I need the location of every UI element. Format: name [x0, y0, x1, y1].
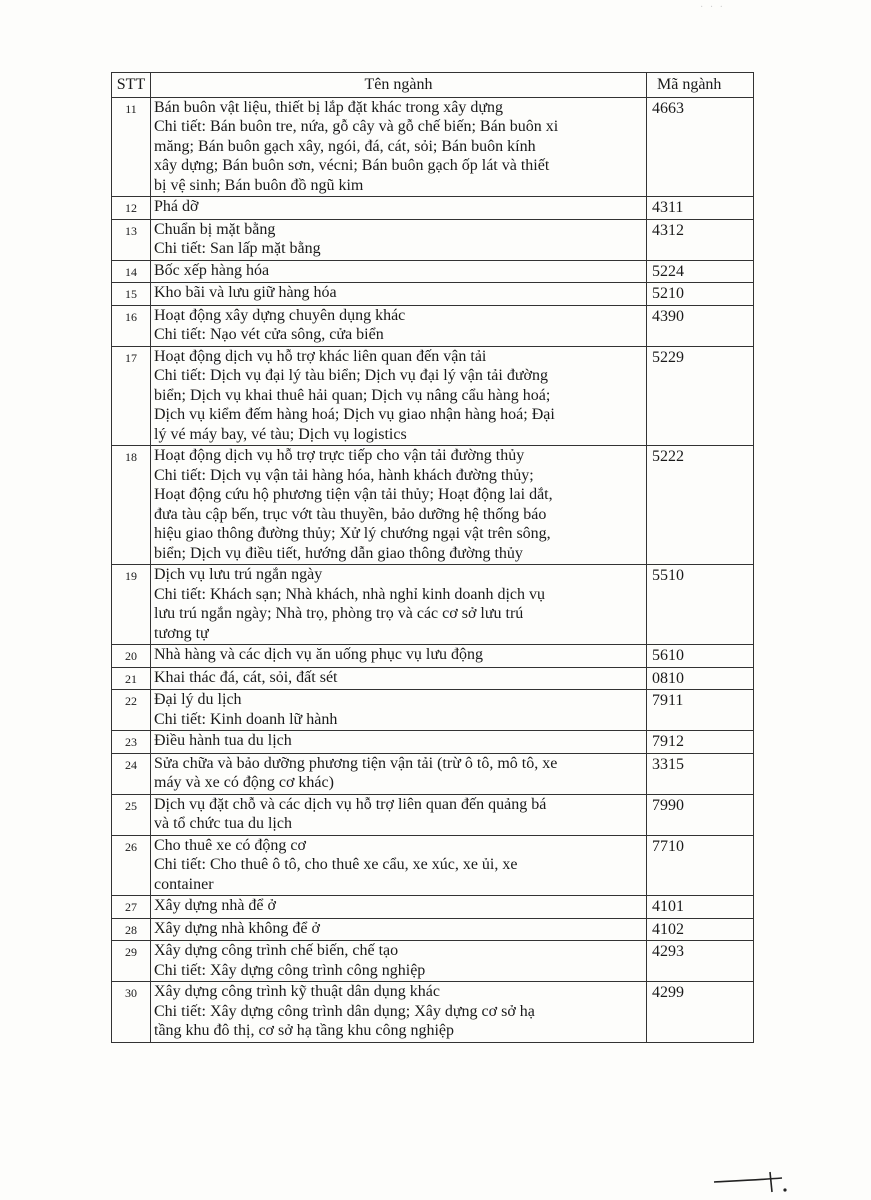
industry-detail-line: Chi tiết: Khách sạn; Nhà khách, nhà nghỉ kinh doanh dịch vụ: [154, 585, 546, 603]
row-industry-name: [151, 690, 647, 731]
industry-title: Bốc xếp hàng hóa: [154, 261, 270, 279]
row-industry-code: 4663: [647, 97, 754, 197]
row-stt: 13: [112, 219, 151, 260]
row-industry-name: [151, 219, 647, 260]
row-industry-code: 7911: [647, 690, 754, 731]
table-row: [112, 690, 754, 731]
industry-detail-line: tương tự: [154, 624, 209, 642]
row-industry-name: [151, 446, 647, 565]
row-industry-name: [151, 197, 647, 220]
industry-detail-line: đưa tàu cập bến, trục vớt tàu thuyền, bảo dưỡng hệ thống báo: [154, 505, 547, 523]
row-industry-name: [151, 305, 647, 346]
industry-detail-line: Chi tiết: Bán buôn tre, nứa, gỗ cây và gỗ chế biến; Bán buôn xi: [154, 118, 559, 135]
industry-title: Dịch vụ lưu trú ngắn ngày: [154, 566, 323, 583]
row-industry-name: [151, 667, 647, 690]
industry-title: Xây dựng công trình kỹ thuật dân dụng khác: [154, 983, 440, 1000]
row-industry-code: 5222: [647, 446, 754, 565]
scan-header-mark: · · ·: [700, 2, 725, 13]
row-industry-name: [151, 731, 647, 754]
industry-detail-line: bị vệ sinh; Bán buôn đồ ngũ kim: [154, 176, 364, 194]
row-stt: 11: [112, 97, 151, 197]
industry-title: Cho thuê xe có động cơ: [154, 836, 306, 854]
row-industry-code: 3315: [647, 753, 754, 794]
industry-title: Khai thác đá, cát, sỏi, đất sét: [154, 668, 338, 686]
row-stt: 24: [112, 753, 151, 794]
row-stt: 29: [112, 941, 151, 982]
table-row: [112, 645, 754, 668]
row-stt: 30: [112, 982, 151, 1043]
table-header-row: [112, 73, 754, 98]
industry-title: Dịch vụ đặt chỗ và các dịch vụ hỗ trợ liên quan đến quảng bá: [154, 795, 547, 813]
row-industry-name: [151, 982, 647, 1043]
table-row: [112, 283, 754, 306]
industry-detail-line: Chi tiết: Dịch vụ vận tải hàng hóa, hành khách đường thủy;: [154, 466, 534, 484]
industry-detail-line: biển; Dịch vụ khai thuê hải quan; Dịch vụ nâng cẩu hàng hoá;: [154, 386, 551, 404]
industry-detail-line: biển; Dịch vụ điều tiết, hướng dẫn giao thông đường thủy: [154, 544, 523, 562]
table-row: [112, 794, 754, 835]
industry-detail-line: lưu trú ngắn ngày; Nhà trọ, phòng trọ và các cơ sở lưu trú: [154, 605, 524, 622]
table-row: [112, 941, 754, 982]
industry-title: Chuẩn bị mặt bằng: [154, 220, 276, 238]
table-row: [112, 896, 754, 919]
row-industry-name: [151, 941, 647, 982]
industry-title: Sửa chữa và bảo dưỡng phương tiện vận tải (trừ ô tô, mô tô, xe: [154, 754, 558, 772]
industry-detail-line: Chi tiết: Dịch vụ đại lý tàu biển; Dịch vụ đại lý vận tải đường: [154, 367, 548, 384]
row-stt: 26: [112, 835, 151, 896]
row-stt: 21: [112, 667, 151, 690]
industry-detail-line: măng; Bán buôn gạch xây, ngói, đá, cát, sỏi; Bán buôn kính: [154, 137, 536, 155]
industry-title: Hoạt động xây dựng chuyên dụng khác: [154, 306, 406, 324]
table-row: [112, 731, 754, 754]
row-stt: 20: [112, 645, 151, 668]
table-row: [112, 667, 754, 690]
row-industry-name: [151, 896, 647, 919]
table-body: [112, 97, 754, 1042]
row-stt: 28: [112, 918, 151, 941]
row-industry-name: [151, 97, 647, 197]
industry-title: Xây dựng nhà không để ở: [154, 919, 320, 937]
row-industry-name: [151, 283, 647, 306]
row-industry-code: 5224: [647, 260, 754, 283]
industry-detail-line: container: [154, 875, 214, 893]
industry-detail-line: xây dựng; Bán buôn sơn, vécni; Bán buôn gạch ốp lát và thiết: [154, 157, 550, 174]
row-industry-code: 7990: [647, 794, 754, 835]
signature-mark: [712, 1166, 792, 1196]
industry-detail-line: hiệu giao thông đường thủy; Xử lý chướng ngại vật trên sông,: [154, 525, 551, 542]
industry-detail-line: Chi tiết: Cho thuê ô tô, cho thuê xe cẩu, xe xúc, xe ủi, xe: [154, 856, 518, 873]
row-stt: 27: [112, 896, 151, 919]
table-row: [112, 197, 754, 220]
table-row: [112, 446, 754, 565]
industry-detail-line: Chi tiết: Kinh doanh lữ hành: [154, 710, 338, 728]
row-industry-code: 4102: [647, 918, 754, 941]
table-row: [112, 918, 754, 941]
table-row: [112, 346, 754, 446]
industry-detail-line: lý vé máy bay, vé tàu; Dịch vụ logistics: [154, 425, 407, 443]
industry-title: Kho bãi và lưu giữ hàng hóa: [154, 284, 337, 301]
industry-title: Nhà hàng và các dịch vụ ăn uống phục vụ lưu động: [154, 646, 484, 663]
row-stt: 23: [112, 731, 151, 754]
industry-detail-line: máy và xe có động cơ khác): [154, 774, 334, 791]
industry-title: Bán buôn vật liệu, thiết bị lắp đặt khác trong xây dựng: [154, 98, 504, 116]
table-row: [112, 753, 754, 794]
row-industry-name: [151, 645, 647, 668]
industry-table: [111, 72, 754, 1043]
row-industry-code: 4312: [647, 219, 754, 260]
row-industry-code: 4390: [647, 305, 754, 346]
row-stt: 18: [112, 446, 151, 565]
row-industry-name: [151, 918, 647, 941]
row-industry-name: [151, 346, 647, 446]
row-industry-code: 4311: [647, 197, 754, 220]
table-row: [112, 305, 754, 346]
row-industry-code: 4299: [647, 982, 754, 1043]
row-industry-name: [151, 565, 647, 645]
table-row: [112, 835, 754, 896]
header-name: Tên ngành: [151, 73, 647, 98]
row-stt: 15: [112, 283, 151, 306]
industry-detail-line: Chi tiết: Xây dựng công trình dân dụng; Xây dựng cơ sở hạ: [154, 1002, 535, 1020]
table-row: [112, 982, 754, 1043]
row-industry-code: 7912: [647, 731, 754, 754]
row-stt: 16: [112, 305, 151, 346]
row-industry-code: 5210: [647, 283, 754, 306]
row-industry-name: [151, 260, 647, 283]
header-stt: STT: [112, 73, 151, 98]
industry-title: Hoạt động dịch vụ hỗ trợ trực tiếp cho vận tải đường thủy: [154, 447, 525, 464]
row-stt: 22: [112, 690, 151, 731]
industry-detail-line: tầng khu đô thị, cơ sở hạ tầng khu công nghiệp: [154, 1022, 454, 1039]
industry-detail-line: Dịch vụ kiểm đếm hàng hoá; Dịch vụ giao nhận hàng hoá; Đại: [154, 406, 555, 423]
industry-title: Đại lý du lịch: [154, 691, 242, 708]
row-industry-code: 4293: [647, 941, 754, 982]
row-industry-name: [151, 753, 647, 794]
row-industry-code: 5229: [647, 346, 754, 446]
table-row: [112, 260, 754, 283]
row-industry-name: [151, 835, 647, 896]
row-industry-code: 4101: [647, 896, 754, 919]
header-code: Mã ngành: [647, 73, 754, 98]
industry-detail-line: Chi tiết: Xây dựng công trình công nghiệp: [154, 961, 426, 979]
industry-title: Xây dựng công trình chế biến, chế tạo: [154, 942, 399, 959]
industry-title: Xây dựng nhà để ở: [154, 897, 276, 914]
table-row: [112, 565, 754, 645]
industry-detail-line: và tổ chức tua du lịch: [154, 815, 292, 832]
row-industry-name: [151, 794, 647, 835]
row-stt: 12: [112, 197, 151, 220]
row-stt: 17: [112, 346, 151, 446]
industry-title: Phá dỡ: [154, 198, 199, 215]
industry-detail-line: Hoạt động cứu hộ phương tiện vận tải thủy; Hoạt động lai dắt,: [154, 486, 553, 503]
row-stt: 19: [112, 565, 151, 645]
row-stt: 25: [112, 794, 151, 835]
row-industry-code: 5510: [647, 565, 754, 645]
table-row: [112, 97, 754, 197]
row-industry-code: 0810: [647, 667, 754, 690]
table-row: [112, 219, 754, 260]
industry-title: Hoạt động dịch vụ hỗ trợ khác liên quan đến vận tải: [154, 347, 487, 365]
row-industry-code: 5610: [647, 645, 754, 668]
row-stt: 14: [112, 260, 151, 283]
industry-detail-line: Chi tiết: San lấp mặt bằng: [154, 240, 321, 257]
industry-detail-line: Chi tiết: Nạo vét cửa sông, cửa biển: [154, 326, 384, 343]
row-industry-code: 7710: [647, 835, 754, 896]
industry-title: Điều hành tua du lịch: [154, 732, 292, 749]
